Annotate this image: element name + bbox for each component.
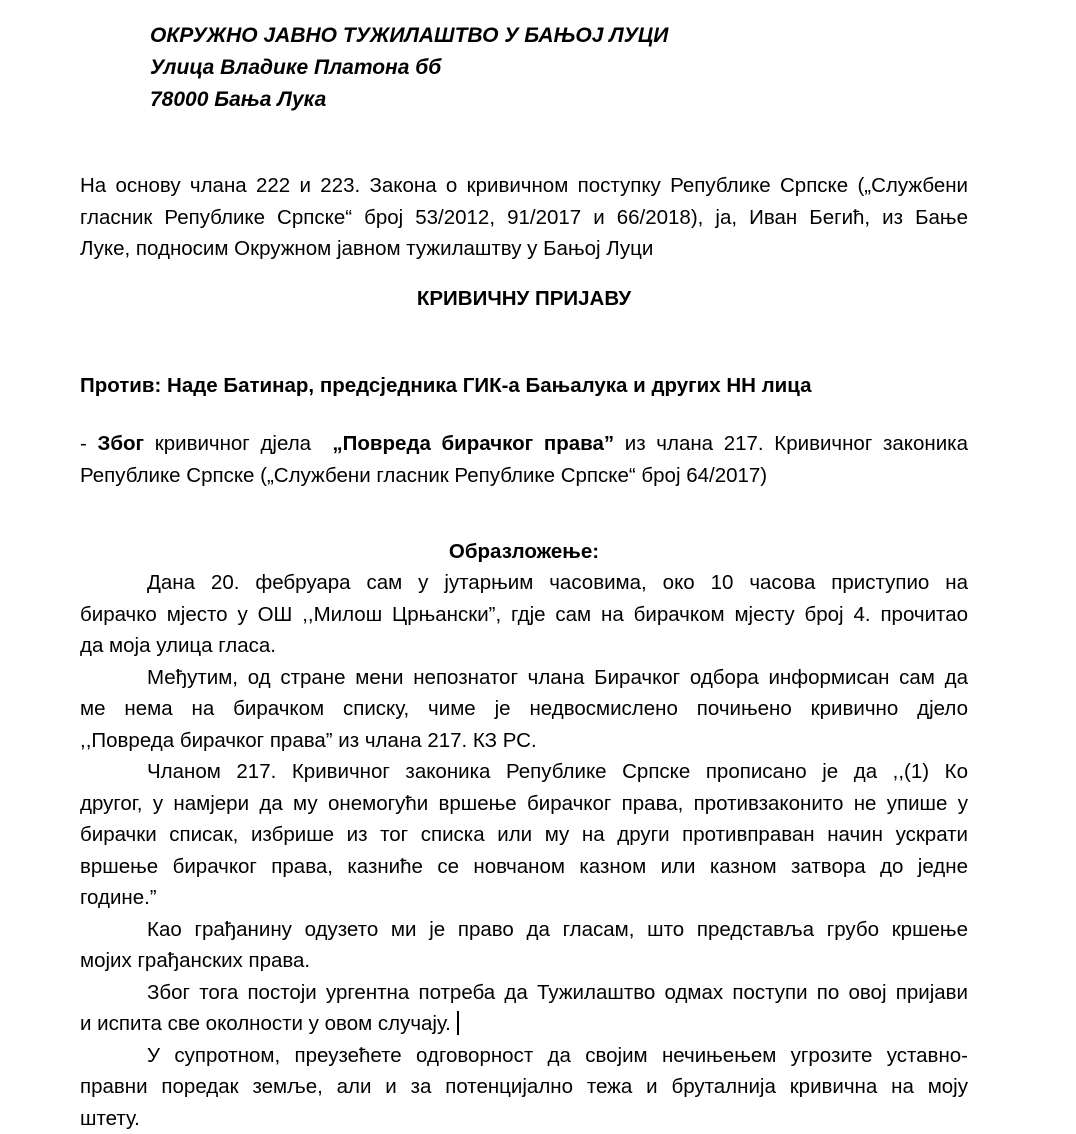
document-title: КРИВИЧНУ ПРИЈАВУ [80, 287, 968, 311]
paragraph-line: У супротном, преузећете одговорност да својим нечињењем угрозите уставно- [80, 1040, 968, 1072]
explanation-body [80, 567, 968, 1134]
paragraph-line: Чланом 217. Кривичног законика Републике Српске прописано је да ,,(1) Ко [80, 756, 968, 788]
reason-line-1 [80, 428, 968, 460]
paragraph-line-with-cursor [80, 1008, 968, 1040]
intro-line: гласник Републике Српске“ број 53/2012, 91/2017 и 66/2018), ја, Иван Бегић, из Бање [80, 202, 968, 234]
offense-name: „Повреда бирачког права” [332, 432, 614, 455]
paragraph-line: Дана 20. фебруара сам у јутарњим часовима, око 10 часова приступио на [80, 567, 968, 599]
paragraph-line: Међутим, од стране мени непознатог члана Бирачког одбора информисан сам да [80, 662, 968, 694]
paragraph-line: бирачки списак, избрише из тог списка или му на други противправан начин ускрати [80, 819, 968, 851]
paragraph-line: штету. [80, 1103, 968, 1134]
against-line: Против: Наде Батинар, предсједника ГИК-а Бањалука и других НН лица [80, 370, 968, 402]
reason-mid: кривичног дјела [144, 432, 332, 455]
paragraph-6 [80, 1040, 968, 1134]
intro-line: Луке, подносим Окружном јавном тужилаштву у Бањој Луци [80, 233, 968, 265]
paragraph-line: и испита све околности у овом случају. [80, 1012, 451, 1035]
paragraph-line: ме нема на бирачком списку, чиме је недвосмислено почињено кривично дјело [80, 693, 968, 725]
paragraph-1 [80, 567, 968, 662]
paragraph-4 [80, 914, 968, 977]
paragraph-5 [80, 977, 968, 1040]
paragraph-2 [80, 662, 968, 757]
addressee-street: Улица Владике Платона бб [150, 56, 441, 80]
text-cursor [457, 1011, 459, 1035]
paragraph-line: године.” [80, 882, 968, 914]
reason-bold-word: Због [98, 432, 145, 455]
intro-paragraph [80, 170, 968, 265]
intro-line: На основу члана 222 и 223. Закона о кривичном поступку Републике Српске („Службени [80, 170, 968, 202]
addressee-institution: ОКРУЖНО ЈАВНО ТУЖИЛАШТВО У БАЊОЈ ЛУЦИ [150, 24, 668, 48]
paragraph-line: другог, у намјери да му онемогући вршење бирачког права, противзаконито не упише у [80, 788, 968, 820]
reason-paragraph [80, 428, 968, 491]
paragraph-line: ,,Повреда бирачког права” из члана 217. КЗ РС. [80, 725, 968, 757]
reason-dash: - [80, 432, 98, 455]
explanation-heading: Образложење: [80, 540, 968, 564]
paragraph-line: да моја улица гласа. [80, 630, 968, 662]
paragraph-line: правни поредак земље, али и за потенцијално тежа и бруталнија кривична на моју [80, 1071, 968, 1103]
paragraph-3 [80, 756, 968, 914]
reason-rest: из члана 217. Кривичног законика [614, 432, 968, 455]
paragraph-line: Као грађанину одузето ми је право да гласам, што представља грубо кршење [80, 914, 968, 946]
paragraph-line: вршење бирачког права, казниће се новчаном казном или казном затвора до једне [80, 851, 968, 883]
paragraph-line: мојих грађанских права. [80, 945, 968, 977]
paragraph-line: бирачко мјесто у ОШ ,,Милош Црњански”, гдје сам на бирачком мјесту број 4. прочитао [80, 599, 968, 631]
addressee-city: 78000 Бања Лука [150, 88, 326, 112]
reason-line-2: Републике Српске („Службени гласник Републике Српске“ број 64/2017) [80, 460, 968, 492]
paragraph-line: Због тога постоји ургентна потреба да Тужилаштво одмах поступи по овој пријави [80, 977, 968, 1009]
